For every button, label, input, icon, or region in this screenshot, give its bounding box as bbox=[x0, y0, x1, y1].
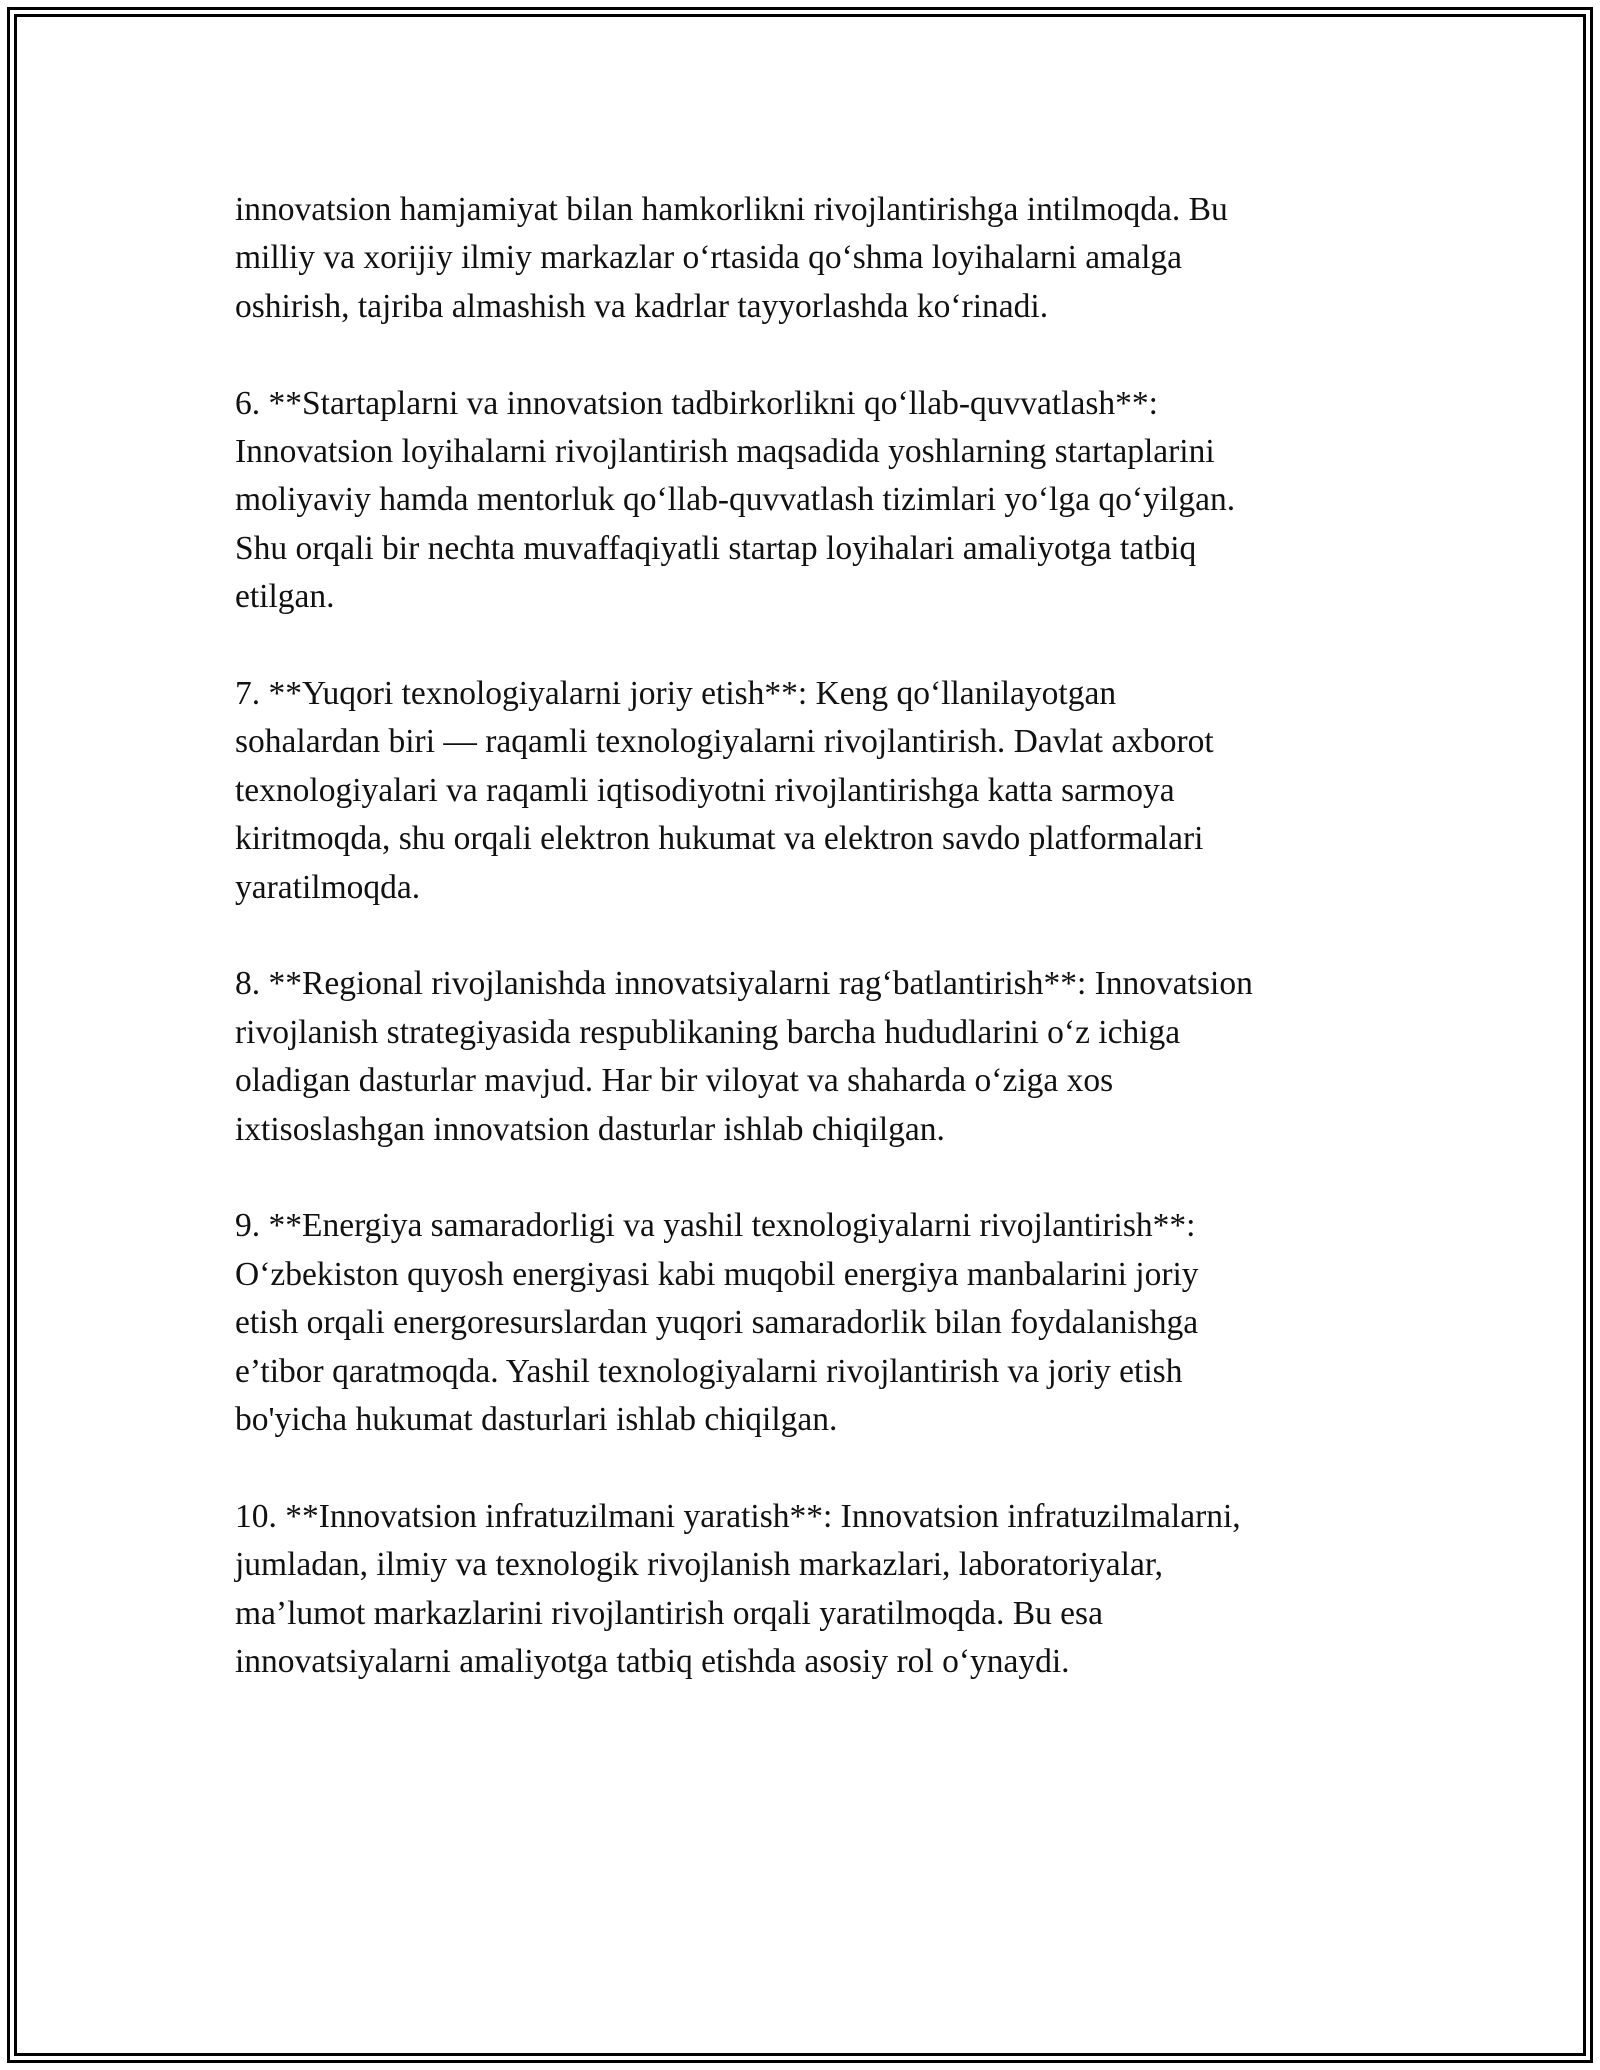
document-body bbox=[235, 186, 1375, 1687]
text-line: 7. **Yuqori texnologiyalarni joriy etish**: Keng qoʻllanilayotgan bbox=[235, 675, 1117, 713]
text-line: 6. **Startaplarni va innovatsion tadbirkorlikni qoʻllab-quvvatlash**: bbox=[235, 384, 1158, 422]
text-line: etish orqali energoresurslardan yuqori samaradorlik bilan foydalanishga bbox=[235, 1304, 1199, 1342]
paragraph-item-6 bbox=[235, 380, 1375, 622]
text-line: milliy va xorijiy ilmiy markazlar oʻrtasida qoʻshma loyihalarni amalga bbox=[235, 239, 1183, 277]
text-line: innovatsiyalarni amaliyotga tatbiq etishda asosiy rol oʻynaydi. bbox=[235, 1643, 1070, 1681]
text-line: Oʻzbekiston quyosh energiyasi kabi muqobil energiya manbalarini joriy bbox=[235, 1255, 1199, 1293]
text-line: 10. **Innovatsion infratuzilmani yaratish**: Innovatsion infratuzilmalarni, bbox=[235, 1497, 1241, 1535]
paragraph-item-9 bbox=[235, 1202, 1375, 1444]
paragraph-item-8 bbox=[235, 960, 1375, 1154]
text-line: etilgan. bbox=[235, 578, 335, 616]
text-line: ma’lumot markazlarini rivojlantirish orqali yaratilmoqda. Bu esa bbox=[235, 1594, 1103, 1632]
text-line: rivojlanish strategiyasida respublikaning barcha hududlarini oʻz ichiga bbox=[235, 1013, 1181, 1051]
text-line: jumladan, ilmiy va texnologik rivojlanish markazlari, laboratoriyalar, bbox=[235, 1546, 1164, 1584]
text-line: Shu orqali bir nechta muvaffaqiyatli startap loyihalari amaliyotga tatbiq bbox=[235, 529, 1197, 567]
text-line: oladigan dasturlar mavjud. Har bir viloyat va shaharda oʻziga xos bbox=[235, 1062, 1114, 1100]
text-line: sohalardan biri — raqamli texnologiyalarni rivojlantirish. Davlat axborot bbox=[235, 723, 1214, 761]
text-line: ixtisoslashgan innovatsion dasturlar ishlab chiqilgan. bbox=[235, 1110, 945, 1148]
text-line: yaratilmoqda. bbox=[235, 868, 421, 906]
text-line: oshirish, tajriba almashish va kadrlar tayyorlashda koʻrinadi. bbox=[235, 287, 1049, 325]
text-line: moliyaviy hamda mentorluk qoʻllab-quvvatlash tizimlari yoʻlga qoʻyilgan. bbox=[235, 481, 1236, 519]
text-line: 9. **Energiya samaradorligi va yashil texnologiyalarni rivojlantirish**: bbox=[235, 1207, 1196, 1245]
text-line: kiritmoqda, shu orqali elektron hukumat va elektron savdo platformalari bbox=[235, 820, 1204, 858]
text-line: e’tibor qaratmoqda. Yashil texnologiyalarni rivojlantirish va joriy etish bbox=[235, 1352, 1183, 1390]
paragraph-item-10 bbox=[235, 1493, 1375, 1687]
text-line: innovatsion hamjamiyat bilan hamkorlikni rivojlantirishga intilmoqda. Bu bbox=[235, 191, 1228, 228]
text-line: 8. **Regional rivojlanishda innovatsiyalarni ragʻbatlantirish**: Innovatsion bbox=[235, 965, 1253, 1003]
text-line: texnologiyalari va raqamli iqtisodiyotni rivojlantirishga katta sarmoya bbox=[235, 771, 1175, 809]
text-line: Innovatsion loyihalarni rivojlantirish maqsadida yoshlarning startaplarini bbox=[235, 433, 1215, 471]
text-line: bo'yicha hukumat dasturlari ishlab chiqilgan. bbox=[235, 1401, 838, 1439]
paragraph-intro-continuation bbox=[235, 186, 1375, 331]
paragraph-item-7 bbox=[235, 670, 1375, 912]
